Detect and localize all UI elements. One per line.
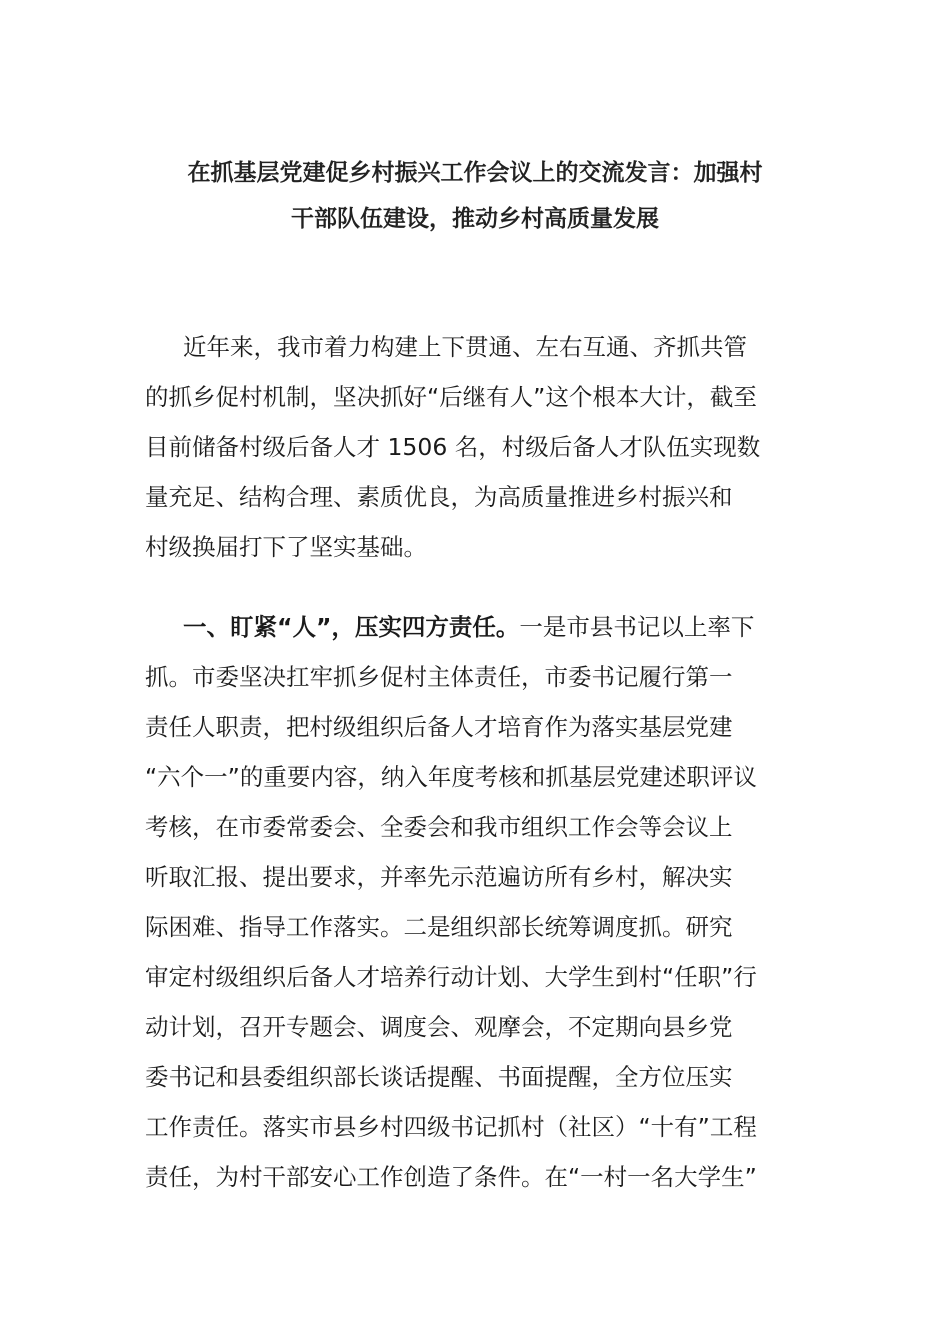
paragraph-2-line: 责任人职责，把村级组织后备人才培育作为落实基层党建 xyxy=(145,713,733,741)
paragraph-2-line: 考核，在市委常委会、全委会和我市组织工作会等会议上 xyxy=(145,813,733,841)
paragraph-2-line: “六个一”的重要内容，纳入年度考核和抓基层党建述职评议 xyxy=(145,763,757,791)
paragraph-1-line: 村级换届打下了坚实基础。 xyxy=(145,533,427,561)
paragraph-1-line: 的抓乡促村机制，坚决抓好“后继有人”这个根本大计，截至 xyxy=(145,383,757,411)
title-line-2: 干部队伍建设，推动乡村高质量发展 xyxy=(291,206,659,232)
section-heading: 一、盯紧“人”，压实四方责任。 xyxy=(183,613,520,641)
paragraph-2-line: 工作责任。落实市县乡村四级书记抓村（社区）“十有”工程 xyxy=(145,1113,757,1141)
title-line-1: 在抓基层党建促乡村振兴工作会议上的交流发言：加强村 xyxy=(187,160,763,186)
paragraph-2-first-line xyxy=(145,602,807,652)
paragraph-spacer xyxy=(145,572,807,602)
paragraph-2-line: 审定村级组织后备人才培养行动计划、大学生到村“任职”行 xyxy=(145,963,757,991)
paragraph-2-line: 委书记和县委组织部长谈话提醒、书面提醒，全方位压实 xyxy=(145,1063,733,1091)
paragraph-2-line: 动计划，召开专题会、调度会、观摩会，不定期向县乡党 xyxy=(145,1013,733,1041)
paragraph-2-line: 责任，为村干部安心工作创造了条件。在“一村一名大学生” xyxy=(145,1163,757,1191)
paragraph-2-line: 抓。市委坚决扛牢抓乡促村主体责任，市委书记履行第一 xyxy=(145,663,733,691)
document-title xyxy=(140,150,810,242)
paragraph-1-line: 近年来，我市着力构建上下贯通、左右互通、齐抓共管 xyxy=(183,333,747,361)
paragraph-1-line: 量充足、结构合理、素质优良，为高质量推进乡村振兴和 xyxy=(145,483,733,511)
paragraph-1-line: 目前储备村级后备人才 1506 名，村级后备人才队伍实现数 xyxy=(145,433,761,461)
document-body xyxy=(145,322,807,1202)
paragraph-2-first-rest: 一是市县书记以上率下 xyxy=(519,613,755,641)
paragraph-2-line: 际困难、指导工作落实。二是组织部长统筹调度抓。研究 xyxy=(145,913,733,941)
paragraph-2-line: 听取汇报、提出要求，并率先示范遍访所有乡村，解决实 xyxy=(145,863,733,891)
